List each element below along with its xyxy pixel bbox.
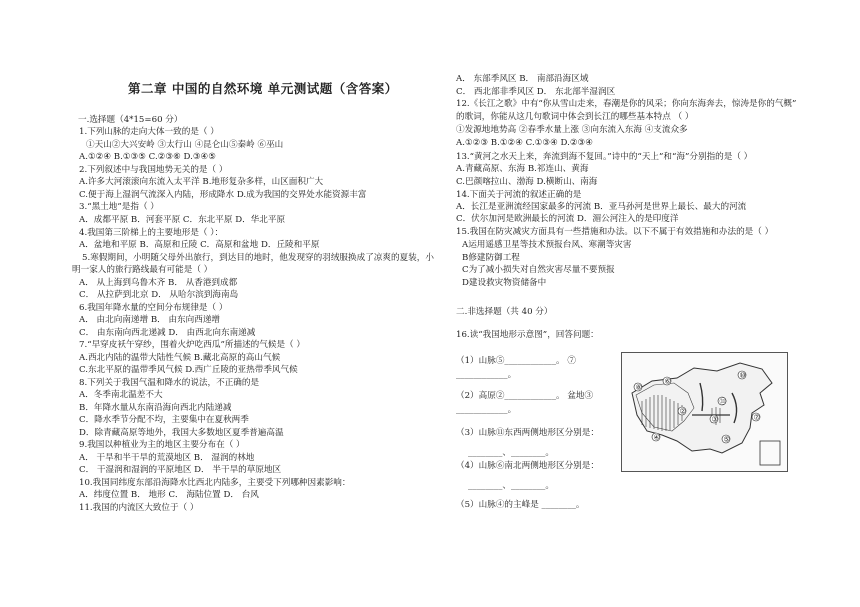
svg-text:⑤: ⑤ (723, 435, 730, 444)
right-text-line: A.①②③ B.①②④ C.①③④ D.②③④ (456, 138, 593, 148)
section-heading-choice: 一.选择题（4*15=60 分） (78, 115, 183, 125)
right-text-line: 16.读“我国地形示意图”，回答问题： (456, 330, 599, 340)
left-text-line: C． 从拉萨到北京 D． 从哈尔滨到海南岛 (79, 290, 239, 300)
left-text-line: 4.我国第三阶梯上的主要地形是（ ）： (79, 228, 224, 238)
right-text-line: A． 东部季风区 B． 南部沿海区域 (456, 74, 589, 84)
left-text-line: 8.下列关于我国气温和降水的说法，不正确的是 (79, 378, 260, 388)
left-text-line: 10.我国同纬度东部沿海降水比西北内陆多，主要受下列哪种因素影响： (79, 478, 351, 488)
left-text-line: A．冬季南北温差不大 (79, 390, 163, 400)
svg-text:⑩: ⑩ (739, 371, 746, 380)
left-text-line: D．除青藏高原等地外，我国大多数地区夏季普遍高温 (79, 428, 284, 438)
right-text-line: 13.“黄河之水天上来，奔流到海不复回。”诗中的“天上”和“海”分别指的是（ ） (456, 152, 753, 162)
right-text-line: ____________。 (456, 405, 517, 415)
left-text-line: 7.“早穿皮袄午穿纱，围着火炉吃西瓜”所描述的气候是（ ） (79, 340, 305, 350)
left-text-line: A． 由北向南递增 B． 由东向西递增 (79, 315, 221, 325)
left-text-line: A．纬度位置 B． 地形 C． 海陆位置 D． 台风 (79, 490, 259, 500)
svg-text:⑪: ⑪ (719, 397, 727, 406)
right-text-line: ________、________。 (468, 481, 554, 491)
left-text-line: C.便于海上湿润气流深入内陆，形成降水 D.成为我国的交界处水能资源丰富 (79, 190, 367, 200)
left-text-line: C． 由东南向西北递减 D． 由西北向东南递减 (79, 328, 256, 338)
right-text-line: 二.非选择题（共 40 分） (456, 307, 553, 317)
svg-text:③: ③ (711, 415, 718, 424)
left-text-line: 5.寒假期间，小明随父母外出旅行，到达目的地时，他发现穿的羽绒服换成了凉爽的夏装，小 (82, 253, 434, 263)
right-text-line: B修建防御工程 (462, 253, 520, 263)
svg-text:②: ② (679, 407, 686, 416)
left-text-line: 1.下列山脉的走向大体一致的是（ ） (79, 127, 219, 137)
right-text-line: C为了减小损失对自然灾害尽量不要预报 (462, 265, 615, 275)
right-text-line: 14.下面关于河流的叙述正确的是 (456, 190, 582, 200)
left-text-line: B．年降水量从东南沿海向西北内陆递减 (79, 403, 232, 413)
china-terrain-map (621, 352, 788, 472)
right-text-line: A运用遥感卫星等技术预报台风、寒潮等灾害 (462, 240, 632, 250)
left-text-line: A.西北内陆的温带大陆性气候 B.藏北高原的高山气候 (79, 353, 281, 363)
right-text-line: A.青藏高原、东海 B.祁连山、黄海 (456, 164, 589, 174)
map-drawing (622, 353, 787, 471)
left-text-line: 3.“黑土地”是指（ ） (79, 202, 159, 212)
left-text-line: A．成都平原 B．河套平原 C．东北平原 D．华北平原 (79, 215, 286, 225)
right-text-line: ________、________。 (468, 448, 554, 458)
right-text-line: 的歌词，你能从这几句歌词中体会到长江的哪些基本特点 （ ） (456, 112, 694, 122)
right-text-line: （5）山脉④的主峰是 ________。 (456, 500, 585, 510)
left-text-line: A．盆地和平原 B．高原和丘陵 C．高原和盆地 D．丘陵和平原 (79, 240, 320, 250)
right-text-line: C． 西北部非季风区 D． 东北部半湿润区 (456, 87, 616, 97)
right-text-line: 15.我国在防灾减灾方面具有一些措施和办法。以下不属于有效措施和办法的是（ ） (456, 227, 774, 237)
right-text-line: C．伏尔加河是欧洲最长的河流 D．湄公河注入的是印度洋 (456, 214, 679, 224)
right-text-line: ____________。 (456, 370, 517, 380)
left-text-line: 明一家人的旅行路线最有可能是（ ） (72, 265, 213, 275)
right-text-line: （3）山脉⑪东西两侧地形区分别是： (456, 428, 599, 438)
left-text-line: 11.我国的内流区大致位于（ ） (79, 503, 199, 513)
left-text-line: ①天山②大兴安岭 ③太行山 ④昆仑山⑤秦岭 ⑥巫山 (86, 140, 284, 150)
right-text-line: C.巴颜喀拉山、渤海 D.横断山、南海 (456, 177, 598, 187)
right-text-line: （1）山脉⑤____________。 ⑦ (456, 356, 576, 366)
left-text-line: C．降水季节分配不均，主要集中在夏秋两季 (79, 415, 249, 425)
left-text-line: C.东北平原的温带季风气候 D.西广丘陵的亚热带季风气候 (79, 365, 298, 375)
page-title: 第二章 中国的自然环境 单元测试题（含答案） (128, 81, 398, 96)
right-text-line: D建设救灾物资储备中 (462, 278, 547, 288)
right-text-line: 12.《长江之歌》中有“你从雪山走来，春潮是你的风采；你向东海奔去，惊涛是你的气概” (456, 99, 797, 109)
svg-text:⑧: ⑧ (635, 383, 642, 392)
left-text-line: 6.我国年降水量的空间分布规律是（ ） (79, 303, 228, 313)
left-text-line: A． 干旱和半干旱的荒漠地区 B． 湿润的林地 (79, 453, 255, 463)
svg-text:⑥: ⑥ (664, 377, 671, 386)
left-text-line: C． 干湿润和湿润的平原地区 D． 半干旱的草原地区 (79, 465, 282, 475)
left-text-line: 2.下列叙述中与我国地势无关的是（ ） (79, 165, 228, 175)
left-text-line: A.许多大河滚滚向东流入太平洋 B.地形复杂多样，山区面积广大 (79, 177, 324, 187)
svg-text:⑦: ⑦ (753, 413, 760, 422)
left-text-line: A． 从上海到乌鲁木齐 B． 从香港到成都 (79, 278, 238, 288)
right-text-line: A．长江是亚洲流经国家最多的河流 B．亚马孙河是世界上最长、最大的河流 (456, 202, 747, 212)
right-text-line: （4）山脉⑥南北两侧地形区分别是： (456, 461, 599, 471)
left-text-line: 9.我国以种植业为主的地区主要分布在（ ） (79, 440, 245, 450)
svg-text:④: ④ (653, 433, 660, 442)
left-text-line: A.①②④ B.①③⑤ C.②③⑥ D.③④⑤ (79, 152, 216, 162)
right-text-line: （2）高原②____________。 盆地③ (456, 391, 594, 401)
right-text-line: ①发源地地势高 ②春季水量上涨 ③向东流入东海 ④支流众多 (456, 125, 688, 135)
